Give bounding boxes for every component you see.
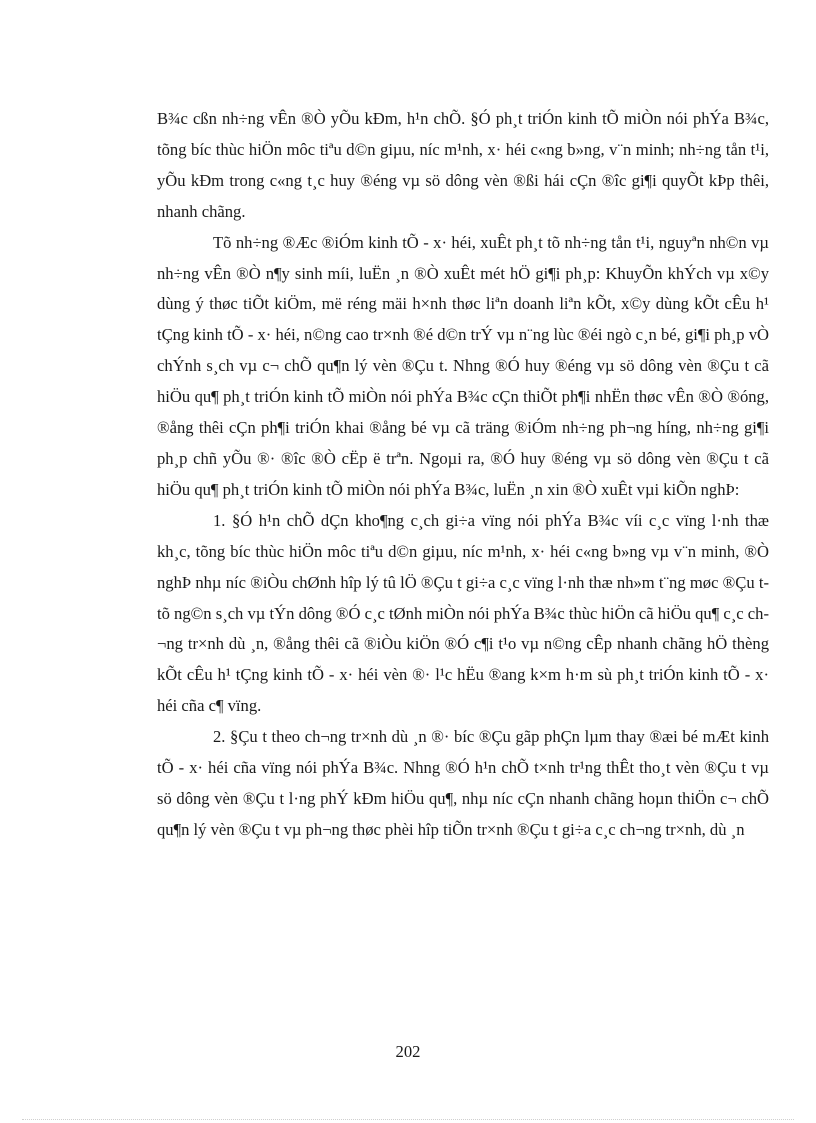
page-number: 202 — [395, 1042, 421, 1061]
paragraph-recommendation-1: 1. §Ó h¹n chÕ dÇn kho¶ng c¸ch gi÷a vïng nói phÝa B¾c víi c¸c vïng l·nh thæ kh¸c, tõng bíc thùc hiÖn môc tiªu d©n giµu, níc m¹nh, x· héi c«ng b»ng vµ v¨n minh, ®Ò nghÞ nhµ níc ®iÒu chØnh hîp lý tû lÖ ®Çu t gi÷a c¸c vïng l·nh thæ nh»m t¨ng møc ®Çu t tõ ng©n s¸ch vµ tÝn dông ®Ó c¸c tØnh miÒn nói phÝa B¾c thùc hiÖn cã hiÖu qu¶ c¸c ch¬ng tr×nh dù ¸n, ®ång thêi cã ®iÒu kiÖn ®Ó c¶i t¹o vµ n©ng cÊp nhanh chãng hÖ thèng kÕt cÊu h¹ tÇng kinh tÕ - x· héi vèn ®· l¹c hËu ®ang k×m h·m sù ph¸t triÓn kinh tÕ - x· héi cña c¶ vïng. — [157, 510, 769, 716]
paragraph-recommendation-2: 2. §Çu t theo ch¬ng tr×nh dù ¸n ®· bíc ®Çu gãp phÇn lµm thay ®æi bé mÆt kinh tÕ - x· héi cña vïng nói phÝa B¾c. Nhng ®Ó h¹n chÕ t×nh tr¹ng thÊt tho¸t vèn ®Çu t vµ sö dông vèn ®Çu t l·ng phÝ kÐm hiÖu qu¶, nhµ níc cÇn nhanh chãng hoµn thiÖn c¬ chÕ qu¶n lý vèn ®Çu t vµ ph¬ng thøc phèi hîp tiÕn tr×nh ®Çu t gi÷a c¸c ch¬ng tr×nh, dù ¸n — [157, 727, 769, 839]
paragraph-recommendations-intro: Tõ nh÷ng ®Æc ®iÓm kinh tÕ - x· héi, xuÊt ph¸t tõ nh÷ng tån t¹i, nguyªn nh©n vµ nh÷ng vÊn ®Ò n¶y sinh míi, luËn ¸n ®Ò xuÊt mét hÖ gi¶i ph¸p: KhuyÕn khÝch vµ x©y dùng ý thøc tiÕt kiÖm, më réng mäi h×nh thøc liªn doanh liªn kÕt, x©y dùng kÕt cÊu h¹ tÇng kinh tÕ - x· héi, n©ng cao tr×nh ®é d©n trÝ vµ n¨ng lùc ®éi ngò c¸n bé, gi¶i ph¸p vÒ chÝnh s¸ch vµ c¬ chÕ qu¶n lý vèn ®Çu t. Nhng ®Ó huy ®éng vµ sö dông vèn ®Çu t cã hiÖu qu¶ ph¸t triÓn kinh tÕ miÒn nói phÝa B¾c cÇn thiÕt ph¶i nhËn thøc vÊn ®Ò ®óng, ®ång thêi cÇn ph¶i triÓn khai ®ång bé vµ cã träng ®iÓm nh÷ng ph¬ng híng, nh÷ng gi¶i ph¸p chñ yÕu ®· ®îc ®Ò cËp ë trªn. Ngoµi ra, ®Ó huy ®éng vµ sö dông vèn ®Çu t cã hiÖu qu¶ ph¸t triÓn kinh tÕ miÒn nói phÝa B¾c, luËn ¸n xin ®Ò xuÊt vµi kiÕn nghÞ: — [157, 232, 769, 499]
body-text — [157, 104, 769, 846]
paragraph-continuation: B¾c cßn nh÷ng vÊn ®Ò yÕu kÐm, h¹n chÕ. §Ó ph¸t triÓn kinh tÕ miÒn nói phÝa B¾c, tõng bíc thùc hiÖn môc tiªu d©n giµu, níc m¹nh, x· héi c«ng b»ng, v¨n minh; nh÷ng tån t¹i, yÕu kÐm trong c«ng t¸c huy ®éng vµ sö dông vèn ®ßi hái cÇn ®îc gi¶i quyÕt kÞp thêi, nhanh chãng. — [157, 109, 769, 221]
page-bottom-divider — [22, 1119, 794, 1120]
